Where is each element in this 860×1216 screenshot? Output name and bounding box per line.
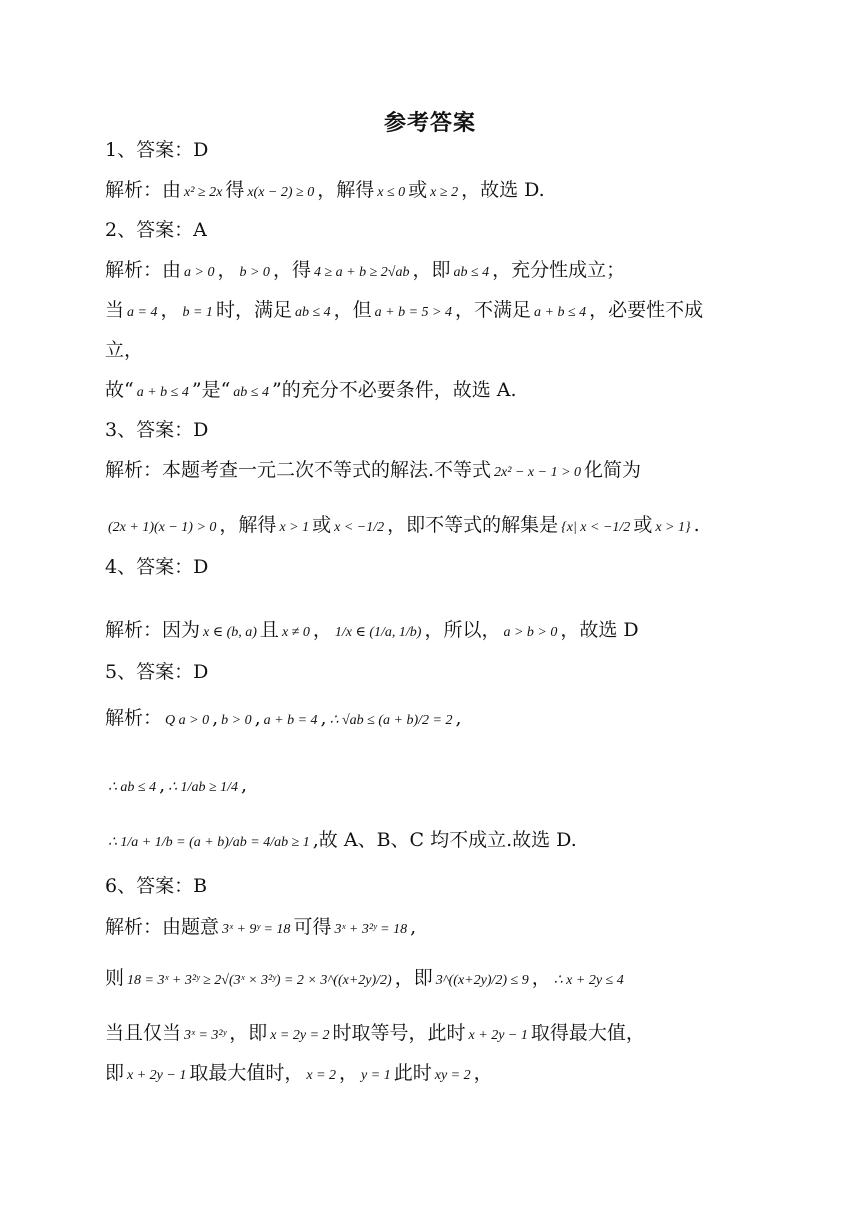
- math-expression: a + b = 5 > 4: [374, 305, 452, 320]
- explanation-line: [105, 1059, 745, 1090]
- math-expression: 18 = 3ˣ + 3²ʸ ≥ 2√(3ˣ × 3²ʸ) = 2 × 3^((x+2y)/2): [127, 973, 392, 988]
- explanation-line: [105, 826, 745, 857]
- text-segment: 解析：由题意: [105, 916, 220, 938]
- text-segment: 可得: [293, 916, 332, 938]
- text-segment: ,: [320, 707, 327, 729]
- explanation-line: [105, 456, 745, 487]
- math-expression: ∴ √ab ≤ (a + b)/2 = 2: [329, 713, 453, 728]
- text-segment: 解析：本题考查一元二次不等式的解法.不等式: [105, 459, 492, 481]
- math-expression: x ≤ 0: [377, 185, 406, 200]
- math-expression: x + 2y − 1: [468, 1028, 528, 1043]
- answer-line: 6、答案：B: [105, 875, 208, 897]
- text-segment: ，但: [333, 299, 372, 321]
- text-segment: ，不满足: [455, 299, 532, 321]
- math-expression: x + 2y − 1: [127, 1068, 187, 1083]
- math-expression: a + b = 4: [263, 713, 318, 728]
- math-expression: 3ˣ + 9ʸ = 18: [222, 922, 291, 937]
- text-segment: 当: [105, 299, 125, 321]
- math-expression: ab ≤ 4: [233, 385, 269, 400]
- math-expression: a > b > 0: [503, 625, 558, 640]
- explanation-line: [105, 256, 745, 287]
- math-expression: {x| x < −1/2: [561, 520, 631, 535]
- text-segment: ,: [254, 707, 261, 729]
- math-expression: ∴ x + 2y ≤ 4: [553, 973, 624, 988]
- math-expression: ∴ 1/ab ≥ 1/4: [168, 780, 239, 795]
- text-segment: 即: [105, 1062, 125, 1084]
- text-segment: ，: [339, 1062, 359, 1084]
- text-segment: ，: [217, 259, 237, 281]
- explanation-line: [105, 1019, 745, 1050]
- answer-line: 3、答案：D: [105, 419, 209, 441]
- math-expression: b > 0: [221, 713, 252, 728]
- text-segment: 或: [312, 514, 332, 536]
- text-segment: 解析：由: [105, 179, 182, 201]
- answer-line: 5、答案：D: [105, 661, 209, 683]
- math-expression: a + b ≤ 4: [534, 305, 587, 320]
- text-segment: ，即: [229, 1022, 268, 1044]
- text-segment: 解析：: [105, 707, 163, 729]
- explanation-line: [105, 771, 745, 802]
- explanation-line: [105, 296, 745, 327]
- math-expression: b > 0: [239, 265, 270, 280]
- answer-line: 2、答案：A: [105, 219, 207, 241]
- text-segment: 且: [259, 619, 279, 641]
- math-expression: ∴ ab ≤ 4: [108, 780, 157, 795]
- text-segment: 时，满足: [215, 299, 292, 321]
- math-expression: y = 1: [361, 1068, 391, 1083]
- math-expression: x ∈ (b, a): [203, 625, 257, 640]
- math-expression: (2x + 1)(x − 1) > 0: [108, 520, 217, 535]
- math-expression: b = 1: [182, 305, 213, 320]
- text-segment: 则: [105, 967, 125, 989]
- math-expression: 4 ≥ a + b ≥ 2√ab: [313, 265, 410, 280]
- math-expression: a = 4: [127, 305, 158, 320]
- explanation-line: [105, 376, 745, 407]
- math-expression: 2x² − x − 1 > 0: [494, 465, 582, 480]
- math-expression: x = 2: [306, 1068, 337, 1083]
- text-segment: ,: [212, 707, 219, 729]
- text-segment: ，解得: [219, 514, 277, 536]
- text-segment: 解析：由: [105, 259, 182, 281]
- text-segment: ,: [159, 774, 166, 796]
- math-expression: ∴ 1/a + 1/b = (a + b)/ab = 4/ab ≥ 1: [108, 835, 310, 850]
- math-expression: x < −1/2: [334, 520, 385, 535]
- math-expression: 3ˣ + 3²ʸ = 18: [334, 922, 408, 937]
- explanation-line: [105, 704, 745, 735]
- math-expression: x² ≥ 2x: [184, 185, 223, 200]
- text-segment: ”是“: [191, 379, 231, 401]
- math-expression: a > 0: [184, 265, 215, 280]
- text-segment: ,: [455, 707, 462, 729]
- math-expression: 1/x ∈ (1/a, 1/b): [334, 625, 422, 640]
- text-segment: 取得最大值，: [530, 1022, 645, 1044]
- math-expression: x(x − 2) ≥ 0: [247, 185, 315, 200]
- math-expression: 3ˣ = 3²ʸ: [184, 1028, 227, 1043]
- math-expression: ab ≤ 4: [453, 265, 490, 280]
- math-expression: x > 1: [279, 520, 310, 535]
- text-segment: ,: [410, 916, 417, 938]
- math-expression: x = 2y = 2: [270, 1028, 330, 1043]
- text-segment: 或: [633, 514, 653, 536]
- explanation-line: [105, 913, 745, 944]
- text-segment: 或: [408, 179, 428, 201]
- math-expression: x ≥ 2: [430, 185, 459, 200]
- text-segment: ，故选 D: [560, 619, 639, 641]
- answer-line: 4、答案：D: [105, 556, 209, 578]
- math-expression: ab ≤ 4: [294, 305, 331, 320]
- text-segment: ，即: [394, 967, 433, 989]
- text-segment: ，解得: [317, 179, 375, 201]
- answer-line: 1、答案：D: [105, 139, 209, 161]
- explanation-line: [105, 336, 745, 364]
- text-segment: ，即: [412, 259, 451, 281]
- text-segment: ,故 A、B、C 均不成立.故选 D.: [312, 829, 577, 851]
- math-expression: x > 1}: [655, 520, 691, 535]
- text-segment: ，故选 D.: [461, 179, 545, 201]
- text-segment: 故“: [105, 379, 134, 401]
- text-segment: ,: [241, 774, 248, 796]
- text-segment: ，: [312, 619, 332, 641]
- text-segment: ，: [160, 299, 180, 321]
- math-expression: a + b ≤ 4: [136, 385, 189, 400]
- text-segment: .: [693, 514, 700, 536]
- text-segment: 此时: [393, 1062, 432, 1084]
- text-segment: ”的充分不必要条件，故选 A.: [271, 379, 517, 401]
- math-expression: 3^((x+2y)/2) ≤ 9: [435, 973, 529, 988]
- math-expression: Q a > 0: [165, 713, 210, 728]
- text-segment: 立，: [105, 339, 144, 361]
- text-segment: ，必要性不成: [589, 299, 704, 321]
- explanation-line: [105, 964, 745, 995]
- text-segment: 取最大值时，: [189, 1062, 304, 1084]
- text-segment: 当且仅当: [105, 1022, 182, 1044]
- text-segment: 时取等号，此时: [332, 1022, 466, 1044]
- explanation-line: [105, 511, 745, 542]
- text-segment: ，: [473, 1062, 493, 1084]
- text-segment: 化简为: [584, 459, 642, 481]
- text-segment: 解析：因为: [105, 619, 201, 641]
- math-expression: xy = 2: [434, 1068, 471, 1083]
- text-segment: ，得: [272, 259, 311, 281]
- text-segment: ，所以，: [424, 619, 501, 641]
- text-segment: ，即不等式的解集是: [387, 514, 559, 536]
- text-segment: ，: [531, 967, 551, 989]
- page-title: 参考答案: [383, 111, 476, 136]
- explanation-line: [105, 616, 745, 647]
- text-segment: ，充分性成立；: [492, 259, 626, 281]
- text-segment: 得: [225, 179, 245, 201]
- explanation-line: [105, 176, 745, 207]
- math-expression: x ≠ 0: [281, 625, 310, 640]
